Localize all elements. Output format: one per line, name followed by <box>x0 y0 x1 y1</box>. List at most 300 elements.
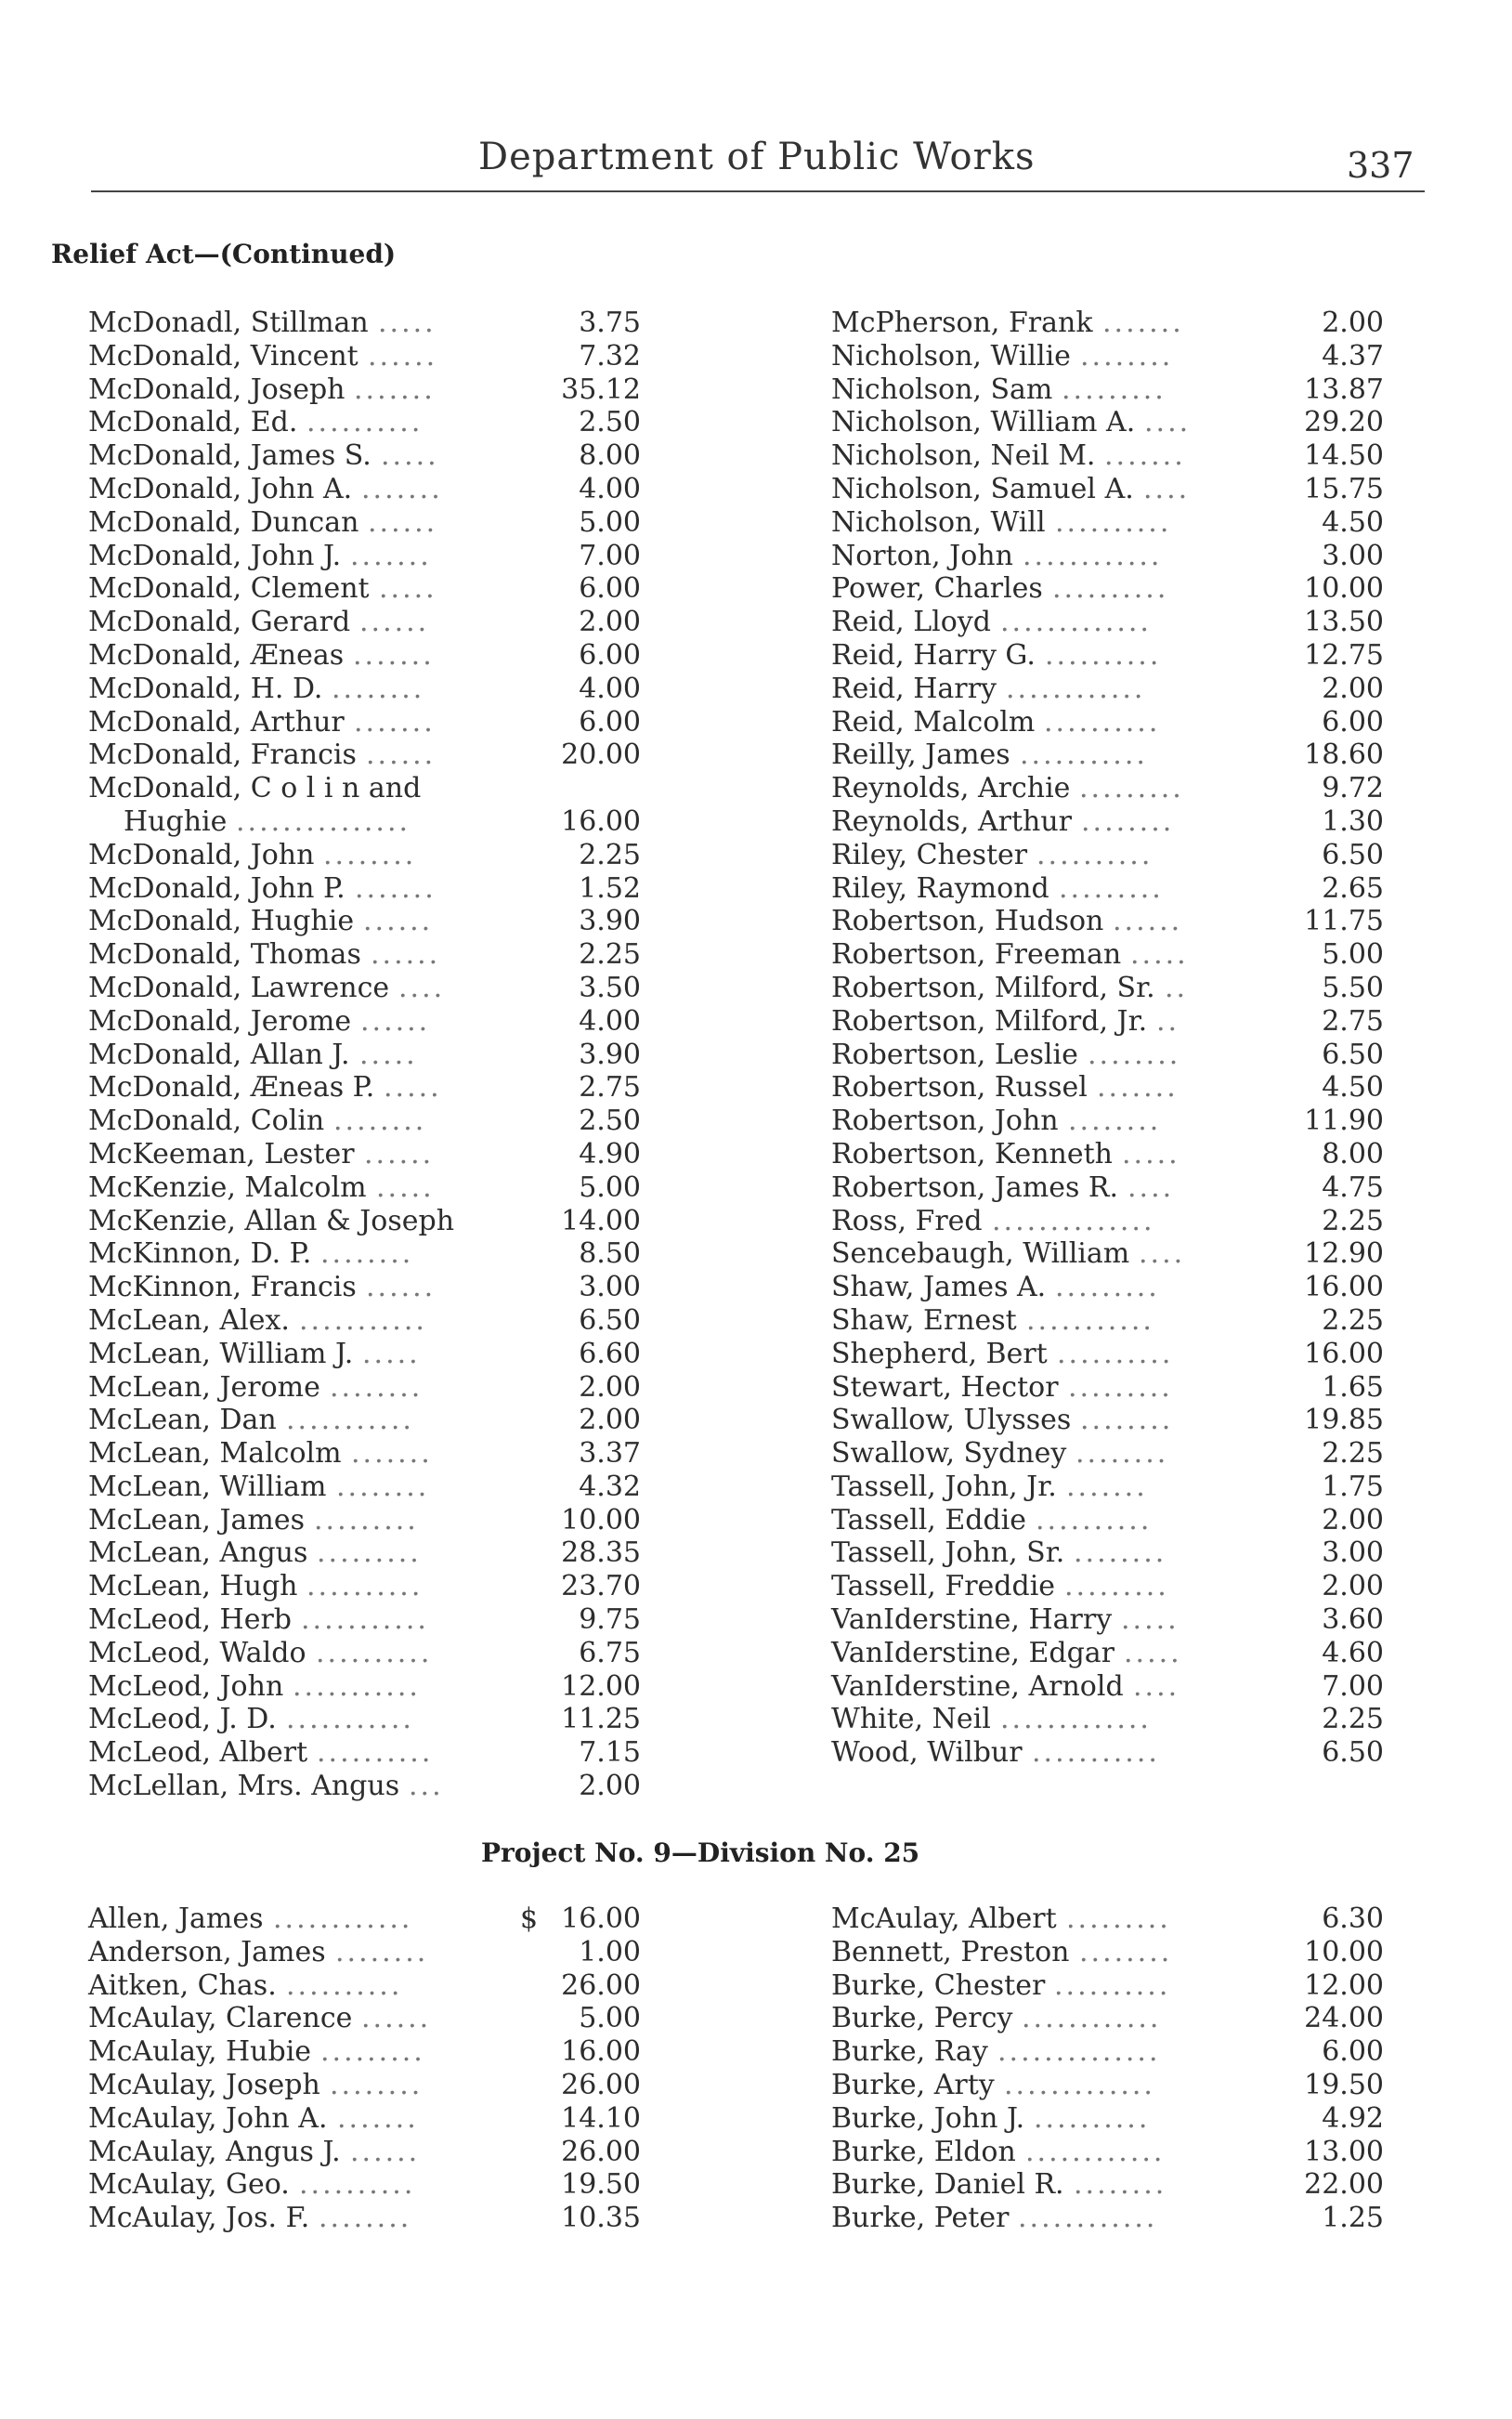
list-item <box>831 2069 1384 2102</box>
list-item <box>831 307 1384 340</box>
entry-amount: 6.00 <box>1322 2035 1384 2069</box>
list-item <box>831 1570 1384 1603</box>
entry-amount: 4.37 <box>1322 339 1384 373</box>
leader-dots: ..... <box>362 1337 421 1370</box>
entry-amount: 8.50 <box>579 1237 641 1271</box>
entry-name: Reid, Lloyd <box>831 606 991 639</box>
list-item <box>88 1570 641 1603</box>
entry-name: Burke, Peter <box>831 2202 1010 2235</box>
entry-name: McDonald, Lawrence <box>88 971 390 1004</box>
list-item <box>88 1936 641 1969</box>
list-item <box>88 1637 641 1670</box>
entry-name: Tassell, John, Sr. <box>831 1536 1065 1570</box>
entry-name: McDonald, James S. <box>88 439 371 473</box>
leader-dots: ....... <box>337 2101 419 2135</box>
entry-amount: 14.50 <box>1304 439 1384 473</box>
entry-amount: 1.52 <box>579 871 641 905</box>
list-item <box>831 1304 1384 1338</box>
leader-dots: ........ <box>319 2202 412 2235</box>
entry-amount: 16.00 <box>561 804 641 838</box>
entry-name: Ross, Fred <box>831 1204 983 1237</box>
entry-amount: 6.50 <box>1322 1736 1384 1770</box>
leader-dots: .... <box>1127 1170 1175 1204</box>
entry-amount: 19.85 <box>1304 1404 1384 1437</box>
entry-name: Reid, Harry <box>831 672 997 705</box>
list-item <box>831 2202 1384 2235</box>
entry-name: McDonald, Duncan <box>88 505 359 539</box>
leader-dots: ......... <box>314 1503 419 1536</box>
entry-amount: 1.00 <box>579 1935 641 1968</box>
list-item <box>88 938 641 972</box>
entry-name: McKeeman, Lester <box>88 1137 355 1170</box>
list-item <box>831 1271 1384 1304</box>
list-item <box>88 1603 641 1637</box>
entry-name: Sencebaugh, William <box>831 1237 1130 1271</box>
entry-name: McLean, William <box>88 1470 327 1503</box>
entry-name: McDonadl, Stillman <box>88 307 369 339</box>
leader-dots: ........ <box>1081 804 1175 838</box>
list-item <box>88 839 641 872</box>
entry-name: Stewart, Hector <box>831 1370 1059 1404</box>
entry-amount: 7.15 <box>579 1736 641 1770</box>
section-title-relief-act: Relief Act—(Continued) <box>51 239 397 269</box>
entry-amount: 6.50 <box>1322 1038 1384 1071</box>
entry-name: Power, Charles <box>831 572 1043 606</box>
leader-dots: ..... <box>378 307 437 339</box>
entry-name: McDonald, Æneas P. <box>88 1071 375 1105</box>
list-item <box>831 2102 1384 2136</box>
list-item <box>88 1338 641 1371</box>
leader-dots: ......... <box>1055 1271 1160 1304</box>
entry-amount: 9.72 <box>1322 772 1384 805</box>
entry-amount: 26.00 <box>561 2068 641 2101</box>
entry-name: Burke, Daniel R. <box>831 2168 1064 2202</box>
list-item <box>831 1670 1384 1704</box>
leader-dots: .... <box>1143 472 1191 505</box>
entry-amount: 15.75 <box>1304 472 1384 505</box>
entry-name: Allen, James <box>88 1903 264 1935</box>
entry-amount: 2.00 <box>579 1404 641 1437</box>
entry-amount: 10.35 <box>561 2202 641 2235</box>
entry-amount: 4.32 <box>579 1470 641 1503</box>
entry-name: Tassell, Eddie <box>831 1503 1027 1536</box>
list-item <box>88 1504 641 1537</box>
entry-name: Reilly, James <box>831 739 1010 772</box>
entry-name: Burke, John J. <box>831 2101 1025 2135</box>
leader-dots: ........ <box>330 1370 424 1404</box>
list-item <box>831 2035 1384 2069</box>
leader-dots: ........ <box>1074 1536 1167 1570</box>
leader-dots: .......... <box>317 1736 434 1770</box>
leader-dots: ..... <box>359 1038 418 1071</box>
header-rule <box>91 190 1425 192</box>
leader-dots: ...... <box>368 339 438 373</box>
list-item <box>88 1536 641 1570</box>
entry-amount: 26.00 <box>561 1968 641 2002</box>
entry-amount: 7.00 <box>579 539 641 572</box>
list-item <box>88 2202 641 2235</box>
entry-amount: 2.50 <box>579 406 641 439</box>
list-item <box>88 540 641 573</box>
list-item <box>88 972 641 1005</box>
leader-dots: ....... <box>361 472 443 505</box>
list-item <box>88 905 641 938</box>
leader-dots: ........ <box>1075 1437 1169 1471</box>
entry-amount: 2.25 <box>579 938 641 972</box>
leader-dots: ............ <box>1018 2202 1158 2235</box>
page-header <box>0 136 1512 186</box>
relief-left-column <box>88 307 641 1803</box>
entry-name: McKenzie, Malcolm <box>88 1170 367 1204</box>
entry-amount: 13.50 <box>1304 606 1384 639</box>
list-item <box>831 1371 1384 1405</box>
list-item <box>88 2136 641 2169</box>
entry-amount: 3.50 <box>579 971 641 1004</box>
list-item <box>831 540 1384 573</box>
leader-dots: ........ <box>330 2068 424 2101</box>
entry-amount: 4.50 <box>1322 1071 1384 1105</box>
entry-name: McDonald, Allan J. <box>88 1038 350 1071</box>
leader-dots: ...... <box>350 2135 421 2168</box>
list-item <box>88 639 641 673</box>
entry-amount: 13.87 <box>1304 373 1384 406</box>
entry-name: McAulay, Joseph <box>88 2068 320 2101</box>
list-item <box>88 2035 641 2069</box>
leader-dots: ....... <box>1104 439 1186 473</box>
list-item <box>88 1039 641 1072</box>
leader-dots: .......... <box>1034 2101 1151 2135</box>
entry-amount: 5.00 <box>579 1170 641 1204</box>
leader-dots: .......... <box>306 406 424 439</box>
entry-name: Reid, Malcolm <box>831 705 1036 739</box>
list-item <box>831 905 1384 938</box>
list-item <box>88 1271 641 1304</box>
leader-dots: ...... <box>371 938 441 972</box>
entry-name: Nicholson, Will <box>831 505 1046 539</box>
entry-amount: 2.00 <box>579 606 641 639</box>
entry-amount: 2.75 <box>1322 1004 1384 1038</box>
leader-dots: ........... <box>1026 1303 1154 1337</box>
entry-amount: 3.90 <box>579 1038 641 1071</box>
entry-amount: 2.00 <box>1322 307 1384 339</box>
entry-amount: 3.00 <box>579 1271 641 1304</box>
list-item <box>88 772 641 805</box>
entry-amount: 14.00 <box>561 1204 641 1237</box>
list-item <box>831 1039 1384 1072</box>
entry-name: Burke, Ray <box>831 2035 988 2069</box>
list-item <box>88 1138 641 1171</box>
list-item <box>831 1237 1384 1271</box>
leader-dots: ..... <box>1124 1636 1182 1669</box>
entry-amount: 10.00 <box>1304 572 1384 606</box>
leader-dots: .......... <box>1044 705 1161 739</box>
leader-dots: .... <box>1144 406 1192 439</box>
list-item <box>831 772 1384 805</box>
entry-name: VanIderstine, Arnold <box>831 1669 1124 1703</box>
leader-dots: .......... <box>286 1968 403 2002</box>
list-item <box>88 1736 641 1770</box>
entry-amount: 23.70 <box>561 1570 641 1603</box>
entry-name: McDonald, Arthur <box>88 705 345 739</box>
leader-dots: ........... <box>286 1404 414 1437</box>
entry-name: Reid, Harry G. <box>831 638 1036 672</box>
leader-dots: ....... <box>354 705 436 739</box>
list-item <box>88 1471 641 1504</box>
list-item <box>88 1770 641 1803</box>
entry-name: McLellan, Mrs. Angus <box>88 1770 400 1803</box>
list-item <box>831 1504 1384 1537</box>
entry-amount: 6.00 <box>579 572 641 606</box>
entry-name: McLean, Angus <box>88 1536 308 1570</box>
entry-name: McKinnon, D. P. <box>88 1237 312 1271</box>
list-item <box>831 572 1384 606</box>
entry-amount: 5.00 <box>579 505 641 539</box>
entry-amount: 1.65 <box>1322 1370 1384 1404</box>
list-item <box>831 1105 1384 1138</box>
page-title: Department of Public Works <box>478 136 1036 178</box>
entry-name: McDonald, Clement <box>88 572 370 606</box>
entry-name: McDonald, Joseph <box>88 373 345 406</box>
entry-amount: 29.20 <box>1304 406 1384 439</box>
list-item <box>88 373 641 407</box>
entry-amount: 5.50 <box>1322 971 1384 1004</box>
entry-amount: 3.00 <box>1322 539 1384 572</box>
entry-amount: 3.75 <box>579 307 641 339</box>
entry-amount: 3.60 <box>1322 1603 1384 1637</box>
currency-symbol: $ <box>520 1903 539 1935</box>
leader-dots: ............ <box>273 1903 413 1935</box>
leader-dots: ........ <box>1088 1038 1181 1071</box>
list-item <box>831 1936 1384 1969</box>
entry-amount: 6.60 <box>579 1337 641 1370</box>
leader-dots: ..... <box>1122 1137 1180 1170</box>
entry-amount: 2.00 <box>579 1770 641 1803</box>
entry-amount: 20.00 <box>561 739 641 772</box>
leader-dots: .......... <box>1054 1968 1171 2002</box>
entry-name: Anderson, James <box>88 1935 326 1968</box>
list-item <box>88 673 641 706</box>
entry-amount: 6.30 <box>1322 1903 1384 1935</box>
list-item <box>831 1903 1384 1936</box>
entry-name: McKinnon, Francis <box>88 1271 357 1304</box>
leader-dots: ......... <box>1059 871 1164 905</box>
entry-amount: 12.90 <box>1304 1237 1384 1271</box>
entry-amount: 1.25 <box>1322 2202 1384 2235</box>
list-item <box>88 1105 641 1138</box>
list-item <box>88 506 641 540</box>
entry-name: McDonald, John A. <box>88 472 353 505</box>
leader-dots: .......... <box>299 2168 416 2202</box>
entry-amount: 28.35 <box>561 1536 641 1570</box>
list-item <box>831 473 1384 506</box>
entry-amount: 22.00 <box>1304 2168 1384 2202</box>
entry-amount: 5.00 <box>1322 938 1384 972</box>
list-item <box>88 606 641 639</box>
entry-name: Nicholson, William A. <box>831 406 1136 439</box>
relief-right-column <box>831 307 1384 1770</box>
list-item <box>88 307 641 340</box>
leader-dots: ........ <box>335 1935 429 1968</box>
entry-name: Norton, John <box>831 539 1013 572</box>
entry-name: Wood, Wilbur <box>831 1736 1023 1770</box>
list-item <box>88 1703 641 1736</box>
entry-amount: 6.50 <box>1322 838 1384 871</box>
list-item <box>88 1205 641 1238</box>
leader-dots: ...... <box>366 1271 437 1304</box>
list-item <box>88 2002 641 2035</box>
entry-amount: 16.00 <box>561 1903 641 1935</box>
entry-amount: 3.00 <box>1322 1536 1384 1570</box>
leader-dots: ............ <box>1006 672 1146 705</box>
entry-name: Swallow, Sydney <box>831 1437 1067 1471</box>
leader-dots: ........ <box>1080 1404 1174 1437</box>
leader-dots: ........ <box>320 1237 414 1271</box>
list-item <box>831 872 1384 906</box>
entry-name: Reynolds, Arthur <box>831 804 1072 838</box>
entry-name: McPherson, Frank <box>831 307 1093 339</box>
entry-amount: 4.60 <box>1322 1636 1384 1669</box>
leader-dots: ... <box>409 1770 444 1803</box>
entry-name: McDonald, Francis <box>88 739 357 772</box>
leader-dots: ...... <box>359 606 430 639</box>
entry-amount: 2.25 <box>1322 1437 1384 1471</box>
entry-name: McAulay, John A. <box>88 2101 328 2135</box>
leader-dots: ........ <box>1079 1935 1173 1968</box>
list-item <box>831 1736 1384 1770</box>
entry-amount: 2.25 <box>1322 1703 1384 1736</box>
page-number: 337 <box>1347 145 1414 186</box>
section-title-project-9: Project No. 9—Division No. 25 <box>481 1837 920 1868</box>
entry-amount: 16.00 <box>1304 1271 1384 1304</box>
entry-amount: 11.90 <box>1304 1105 1384 1138</box>
entry-name: McLean, James <box>88 1503 305 1536</box>
leader-dots: ....... <box>353 638 435 672</box>
entry-amount: 6.50 <box>579 1303 641 1337</box>
leader-dots: ....... <box>1066 1470 1148 1503</box>
entry-name: McAulay, Albert <box>831 1903 1057 1935</box>
list-item <box>831 639 1384 673</box>
entry-amount: 4.00 <box>579 1004 641 1038</box>
leader-dots: ..... <box>1130 938 1189 972</box>
entry-amount: 4.75 <box>1322 1170 1384 1204</box>
entry-name: Riley, Chester <box>831 838 1028 871</box>
entry-amount: 2.00 <box>579 1370 641 1404</box>
list-item <box>88 406 641 439</box>
entry-name: McDonald, Ed. <box>88 406 298 439</box>
leader-dots: .............. <box>992 1204 1155 1237</box>
leader-dots: ....... <box>350 539 432 572</box>
entry-name: Riley, Raymond <box>831 871 1049 905</box>
entry-amount: 6.00 <box>1322 705 1384 739</box>
entry-name: McDonald, John <box>88 838 315 871</box>
entry-name: McLeod, Albert <box>88 1736 308 1770</box>
leader-dots: .......... <box>1052 572 1169 606</box>
list-item <box>88 572 641 606</box>
list-item <box>831 1471 1384 1504</box>
leader-dots: ......... <box>1068 1370 1173 1404</box>
list-item <box>831 972 1384 1005</box>
entry-name: McDonald, Gerard <box>88 606 351 639</box>
list-item <box>88 2069 641 2102</box>
entry-amount: 4.92 <box>1322 2101 1384 2135</box>
leader-dots: ......... <box>320 2035 425 2069</box>
entry-name: Shaw, Ernest <box>831 1303 1017 1337</box>
leader-dots: ............ <box>1022 2002 1162 2035</box>
list-item <box>88 872 641 906</box>
leader-dots: .... <box>1139 1237 1186 1271</box>
entry-amount: 11.25 <box>561 1703 641 1736</box>
entry-name: McLeod, Herb <box>88 1603 292 1637</box>
entry-amount: 2.25 <box>579 838 641 871</box>
leader-dots: ...... <box>364 1137 435 1170</box>
leader-dots: ....... <box>355 871 437 905</box>
entry-name: McDonald, C o l i n and <box>88 772 422 805</box>
entry-name: Swallow, Ulysses <box>831 1404 1072 1437</box>
list-item <box>831 2168 1384 2202</box>
entry-name: Burke, Chester <box>831 1968 1046 2002</box>
list-item <box>831 506 1384 540</box>
entry-name: McDonald, John P. <box>88 871 345 905</box>
entry-amount: 18.60 <box>1304 739 1384 772</box>
leader-dots: .. <box>1156 1004 1180 1038</box>
entry-name: Tassell, Freddie <box>831 1570 1056 1603</box>
entry-name: Robertson, Milford, Sr. <box>831 971 1155 1004</box>
leader-dots: ...... <box>361 2002 432 2035</box>
leader-dots: ........ <box>323 838 417 871</box>
list-item <box>831 1437 1384 1471</box>
leader-dots: ...... <box>368 505 438 539</box>
leader-dots: .......... <box>1036 1503 1153 1536</box>
entry-name: McAulay, Angus J. <box>88 2135 341 2168</box>
entry-name: McLean, Hugh <box>88 1570 298 1603</box>
entry-amount: 5.00 <box>579 2002 641 2035</box>
leader-dots: ....... <box>1102 307 1184 339</box>
list-item <box>831 739 1384 772</box>
leader-dots: ....... <box>1097 1071 1179 1105</box>
entry-name: McLean, Alex. <box>88 1303 290 1337</box>
list-item <box>831 340 1384 373</box>
entry-name: McDonald, Hughie <box>88 905 355 938</box>
entry-amount: 6.00 <box>579 638 641 672</box>
leader-dots: .......... <box>1057 1337 1174 1370</box>
entry-amount: 10.00 <box>1304 1935 1384 1968</box>
leader-dots: .......... <box>1036 838 1154 871</box>
list-item <box>88 2102 641 2136</box>
list-item <box>831 1536 1384 1570</box>
leader-dots: ........ <box>336 1470 430 1503</box>
entry-amount: 6.00 <box>579 705 641 739</box>
list-item <box>831 1404 1384 1437</box>
leader-dots: ........... <box>1032 1736 1160 1770</box>
entry-amount: 7.00 <box>1322 1669 1384 1703</box>
list-item <box>88 2168 641 2202</box>
entry-name: McLean, Dan <box>88 1404 277 1437</box>
list-item <box>831 1338 1384 1371</box>
entry-name: McAulay, Hubie <box>88 2035 312 2069</box>
leader-dots: ............ <box>1025 2135 1166 2168</box>
leader-dots: ...... <box>360 1004 431 1038</box>
leader-dots: ......... <box>1064 1570 1169 1603</box>
list-item <box>88 739 641 772</box>
entry-amount: 3.90 <box>579 905 641 938</box>
entry-amount: 35.12 <box>561 373 641 406</box>
entry-name: VanIderstine, Edgar <box>831 1636 1114 1669</box>
leader-dots: ......... <box>317 1536 422 1570</box>
leader-dots: .......... <box>1045 638 1162 672</box>
list-item <box>88 1404 641 1437</box>
list-item <box>831 1637 1384 1670</box>
entry-amount: 13.00 <box>1304 2135 1384 2168</box>
